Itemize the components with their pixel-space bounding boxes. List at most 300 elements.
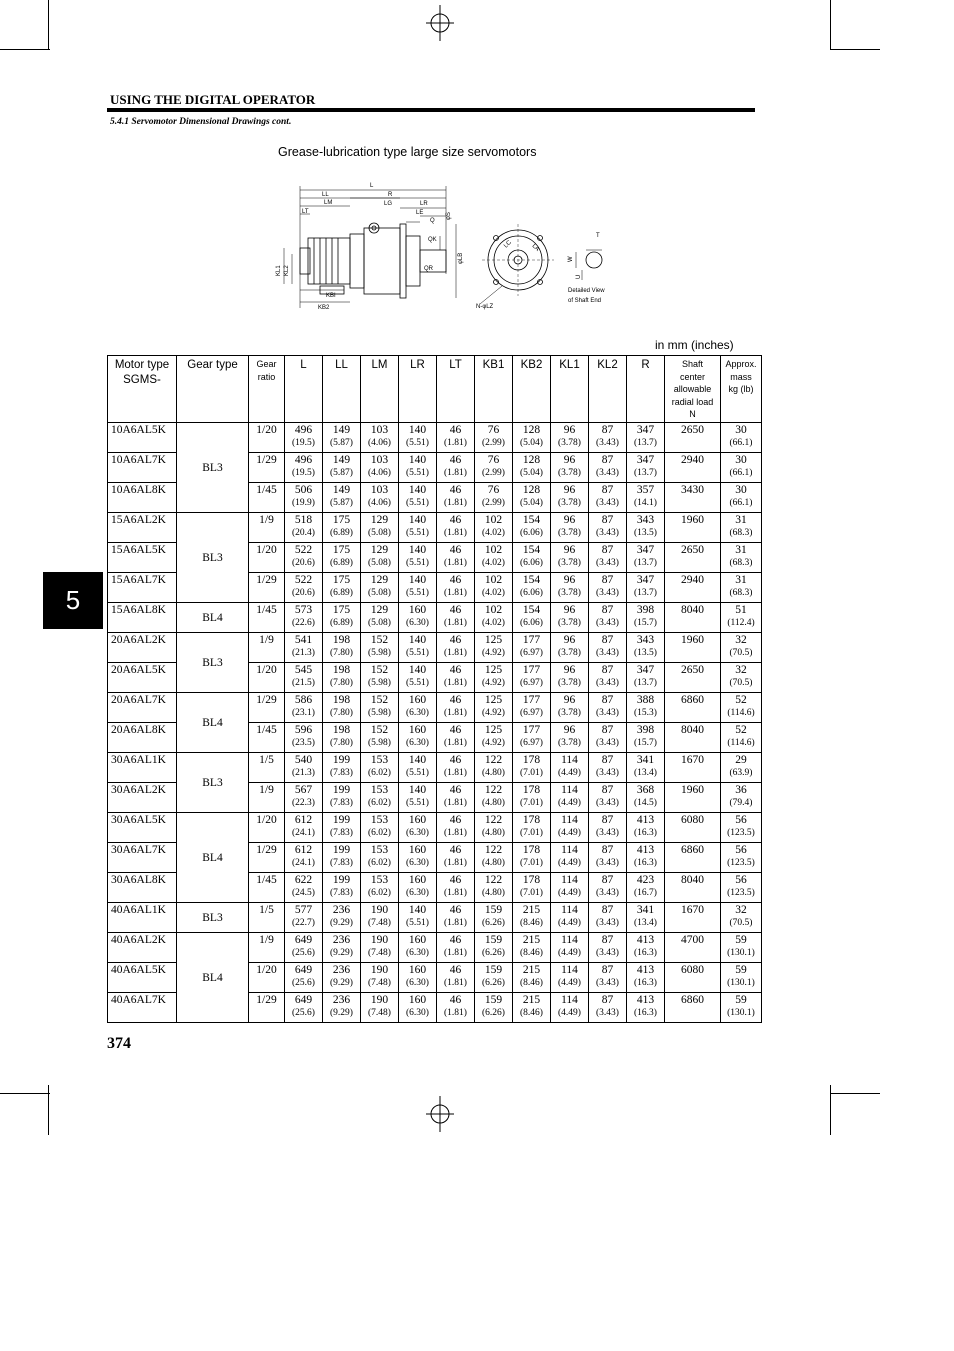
value-mm: 160 [408, 874, 427, 886]
cell-mass [721, 903, 762, 933]
value-inches: (5.98) [368, 648, 391, 658]
cell-lm [361, 543, 399, 573]
value-mm: 87 [601, 754, 614, 766]
value-kg: 32 [735, 904, 747, 916]
cell-lm [361, 843, 399, 873]
value-mm: 87 [601, 664, 614, 676]
value-inches: (8.46) [520, 948, 543, 958]
value-mm: 215 [522, 904, 541, 916]
value-mm: 46 [449, 934, 462, 946]
svg-text:N-φLZ: N-φLZ [476, 304, 494, 310]
value-mm: 159 [484, 964, 503, 976]
value-mm: 413 [636, 814, 655, 826]
value-inches: (20.6) [292, 558, 315, 568]
value-mm: 343 [636, 514, 655, 526]
value-mm: 622 [294, 874, 313, 886]
svg-text:QK: QK [428, 237, 437, 243]
value-kg: 29 [735, 754, 747, 766]
value-inches: (1.81) [444, 528, 467, 538]
value-mm: 190 [370, 994, 389, 1006]
cell-model: 30A6AL5K [108, 813, 177, 843]
cell-ll [323, 453, 361, 483]
value-inches: (4.80) [482, 768, 505, 778]
value-inches: (24.1) [292, 828, 315, 838]
value-inches: (15.7) [634, 618, 657, 628]
value-inches: (1.81) [444, 438, 467, 448]
cell-r [627, 423, 665, 453]
value-inches: (7.83) [330, 828, 353, 838]
value-inches: (16.3) [634, 1008, 657, 1018]
value-inches: (8.46) [520, 1008, 543, 1018]
value-inches: (1.81) [444, 738, 467, 748]
cell-radial-load: 8040 [665, 603, 721, 633]
cell-lm [361, 483, 399, 513]
value-inches: (6.97) [520, 678, 543, 688]
cell-kl1 [551, 483, 589, 513]
cell-model: 15A6AL2K [108, 513, 177, 543]
cell-kb2 [513, 723, 551, 753]
value-inches: (4.80) [482, 828, 505, 838]
value-mm: 87 [601, 604, 614, 616]
value-inches: (5.51) [406, 678, 429, 688]
cell-kl2 [589, 873, 627, 903]
cell-lm [361, 663, 399, 693]
value-mm: 545 [294, 664, 313, 676]
cell-kb2 [513, 693, 551, 723]
value-mm: 87 [601, 454, 614, 466]
value-mm: 114 [561, 844, 578, 856]
header-lr: LR [399, 356, 437, 423]
value-inches: (5.51) [406, 798, 429, 808]
value-kg: 56 [735, 814, 747, 826]
svg-text:T: T [596, 233, 600, 239]
value-inches: (7.48) [368, 918, 391, 928]
value-kg: 56 [735, 844, 747, 856]
value-mm: 236 [332, 994, 351, 1006]
cell-lm [361, 693, 399, 723]
cell-gear-type: BL3 [177, 513, 249, 603]
value-mm: 423 [636, 874, 655, 886]
value-mm: 122 [484, 784, 503, 796]
cell-radial-load: 1670 [665, 903, 721, 933]
value-inches: (9.29) [330, 1008, 353, 1018]
cell-model: 40A6AL7K [108, 993, 177, 1023]
cell-lr [399, 423, 437, 453]
value-mm: 140 [408, 574, 427, 586]
value-mm: 140 [408, 754, 427, 766]
cell-kb1 [475, 483, 513, 513]
value-mm: 149 [332, 424, 351, 436]
dimensions-table [107, 355, 762, 1023]
table-row [108, 633, 762, 663]
cell-mass [721, 603, 762, 633]
cell-lt [437, 603, 475, 633]
cell-mass [721, 873, 762, 903]
value-mm: 87 [601, 784, 614, 796]
cell-model: 15A6AL5K [108, 543, 177, 573]
value-kg: 31 [735, 544, 747, 556]
value-inches: (1.81) [444, 768, 467, 778]
header-l: L [285, 356, 323, 423]
cell-lr [399, 813, 437, 843]
cell-r [627, 903, 665, 933]
cell-kb1 [475, 693, 513, 723]
cell-lm [361, 993, 399, 1023]
value-inches: (22.7) [292, 918, 315, 928]
value-mm: 153 [370, 844, 389, 856]
cell-radial-load: 2650 [665, 423, 721, 453]
value-mm: 103 [370, 454, 389, 466]
cell-kl2 [589, 843, 627, 873]
svg-text:LA: LA [530, 243, 541, 253]
cell-l [285, 513, 323, 543]
value-inches: (3.78) [558, 618, 581, 628]
cell-model: 10A6AL7K [108, 453, 177, 483]
value-inches: (13.4) [634, 768, 657, 778]
cell-l [285, 753, 323, 783]
value-inches: (6.26) [482, 978, 505, 988]
cell-kb1 [475, 993, 513, 1023]
cell-gear-ratio: 1/29 [249, 573, 285, 603]
cell-r [627, 993, 665, 1023]
cell-gear-ratio: 1/45 [249, 723, 285, 753]
value-inches: (5.87) [330, 438, 353, 448]
svg-text:LE: LE [416, 210, 424, 216]
registration-mark-top [422, 5, 458, 41]
cell-lr [399, 513, 437, 543]
value-inches: (9.29) [330, 918, 353, 928]
cell-mass [721, 513, 762, 543]
cell-kb1 [475, 783, 513, 813]
cell-mass [721, 753, 762, 783]
cell-radial-load: 6080 [665, 963, 721, 993]
svg-text:KL2: KL2 [284, 265, 290, 276]
value-inches: (13.7) [634, 558, 657, 568]
value-mm: 140 [408, 904, 427, 916]
cell-gear-ratio: 1/45 [249, 483, 285, 513]
cell-lr [399, 873, 437, 903]
value-mm: 46 [449, 544, 462, 556]
cell-lt [437, 903, 475, 933]
value-inches: (4.02) [482, 528, 505, 538]
value-mm: 46 [449, 634, 462, 646]
value-mm: 496 [294, 454, 313, 466]
value-inches: (1.81) [444, 1008, 467, 1018]
cell-kl1 [551, 453, 589, 483]
svg-text:KBI: KBI [326, 293, 336, 299]
value-kg: 51 [735, 604, 747, 616]
cell-kb2 [513, 993, 551, 1023]
value-mm: 114 [561, 754, 578, 766]
cell-ll [323, 753, 361, 783]
svg-text:QR: QR [424, 266, 433, 272]
value-lb: (68.3) [729, 558, 753, 568]
cell-lt [437, 513, 475, 543]
value-mm: 154 [522, 604, 541, 616]
cell-lr [399, 753, 437, 783]
header-radial-load: Shaft center allowable radial load N [665, 356, 721, 423]
cell-lm [361, 573, 399, 603]
value-inches: (7.01) [520, 798, 543, 808]
value-mm: 46 [449, 904, 462, 916]
value-inches: (4.49) [558, 978, 581, 988]
cell-kl1 [551, 783, 589, 813]
cell-l [285, 993, 323, 1023]
value-inches: (7.01) [520, 888, 543, 898]
value-mm: 518 [294, 514, 313, 526]
value-inches: (5.04) [520, 438, 543, 448]
value-inches: (1.81) [444, 918, 467, 928]
value-inches: (7.83) [330, 888, 353, 898]
value-mm: 198 [332, 634, 351, 646]
value-inches: (4.92) [482, 708, 505, 718]
value-inches: (15.3) [634, 708, 657, 718]
value-mm: 87 [601, 424, 614, 436]
value-mm: 154 [522, 544, 541, 556]
value-mm: 140 [408, 514, 427, 526]
cell-ll [323, 543, 361, 573]
value-mm: 175 [332, 574, 351, 586]
value-inches: (4.92) [482, 648, 505, 658]
section-subtitle: 5.4.1 Servomotor Dimensional Drawings cont. [110, 117, 292, 127]
value-inches: (6.30) [406, 828, 429, 838]
value-inches: (3.43) [596, 918, 619, 928]
cell-l [285, 903, 323, 933]
value-mm: 357 [636, 484, 655, 496]
cell-r [627, 543, 665, 573]
cell-gear-type: BL3 [177, 903, 249, 933]
cell-model: 30A6AL1K [108, 753, 177, 783]
value-inches: (5.51) [406, 438, 429, 448]
value-lb: (68.3) [729, 588, 753, 598]
value-mm: 140 [408, 424, 427, 436]
cell-lm [361, 873, 399, 903]
value-inches: (3.78) [558, 468, 581, 478]
cell-ll [323, 693, 361, 723]
cell-r [627, 843, 665, 873]
value-inches: (3.43) [596, 828, 619, 838]
table-row [108, 903, 762, 933]
value-inches: (7.80) [330, 708, 353, 718]
value-mm: 596 [294, 724, 313, 736]
cell-kb2 [513, 483, 551, 513]
value-inches: (16.3) [634, 858, 657, 868]
value-inches: (15.7) [634, 738, 657, 748]
cell-kl2 [589, 903, 627, 933]
cell-kl1 [551, 873, 589, 903]
cell-l [285, 693, 323, 723]
cell-gear-type: BL3 [177, 423, 249, 513]
value-mm: 46 [449, 724, 462, 736]
value-inches: (1.81) [444, 588, 467, 598]
cell-kl2 [589, 693, 627, 723]
cell-r [627, 573, 665, 603]
value-inches: (24.1) [292, 858, 315, 868]
cell-kl1 [551, 723, 589, 753]
value-inches: (1.81) [444, 828, 467, 838]
value-mm: 215 [522, 964, 541, 976]
value-inches: (7.80) [330, 678, 353, 688]
value-inches: (6.89) [330, 588, 353, 598]
cell-lr [399, 993, 437, 1023]
value-inches: (22.6) [292, 618, 315, 628]
cell-kb1 [475, 663, 513, 693]
cell-kl1 [551, 933, 589, 963]
cell-lt [437, 843, 475, 873]
value-mm: 87 [601, 634, 614, 646]
value-inches: (25.6) [292, 978, 315, 988]
crop-mark [830, 0, 831, 50]
value-mm: 140 [408, 664, 427, 676]
value-mm: 46 [449, 874, 462, 886]
value-lb: (79.4) [729, 798, 753, 808]
value-mm: 46 [449, 754, 462, 766]
value-mm: 87 [601, 994, 614, 1006]
cell-kl2 [589, 633, 627, 663]
cell-kb1 [475, 633, 513, 663]
cell-kl2 [589, 603, 627, 633]
header-lm: LM [361, 356, 399, 423]
value-kg: 31 [735, 514, 747, 526]
value-inches: (4.06) [368, 438, 391, 448]
value-inches: (6.26) [482, 948, 505, 958]
cell-ll [323, 993, 361, 1023]
value-mm: 87 [601, 844, 614, 856]
value-lb: (130.1) [727, 948, 755, 958]
value-mm: 125 [484, 634, 503, 646]
cell-r [627, 603, 665, 633]
cell-kb1 [475, 963, 513, 993]
value-mm: 125 [484, 724, 503, 736]
value-mm: 178 [522, 844, 541, 856]
cell-lt [437, 573, 475, 603]
header-motor-type: Motor type SGMS- [108, 356, 177, 423]
value-mm: 199 [332, 844, 351, 856]
value-inches: (3.43) [596, 558, 619, 568]
value-mm: 87 [601, 694, 614, 706]
cell-radial-load: 4700 [665, 933, 721, 963]
cell-model: 10A6AL5K [108, 423, 177, 453]
cell-mass [721, 573, 762, 603]
cell-l [285, 813, 323, 843]
value-kg: 30 [735, 454, 747, 466]
value-mm: 76 [487, 454, 500, 466]
value-mm: 96 [563, 424, 576, 436]
cell-kb2 [513, 633, 551, 663]
cell-ll [323, 933, 361, 963]
value-mm: 190 [370, 904, 389, 916]
value-inches: (3.78) [558, 558, 581, 568]
value-mm: 160 [408, 694, 427, 706]
svg-text:LC: LC [503, 239, 513, 250]
value-inches: (3.43) [596, 708, 619, 718]
value-inches: (7.48) [368, 978, 391, 988]
cell-lr [399, 843, 437, 873]
cell-gear-type: BL4 [177, 933, 249, 1023]
value-mm: 140 [408, 634, 427, 646]
cell-mass [721, 933, 762, 963]
value-inches: (6.30) [406, 738, 429, 748]
cell-kl1 [551, 663, 589, 693]
cell-lr [399, 453, 437, 483]
value-mm: 343 [636, 634, 655, 646]
value-inches: (6.02) [368, 798, 391, 808]
cell-l [285, 723, 323, 753]
value-inches: (13.7) [634, 438, 657, 448]
value-inches: (1.81) [444, 798, 467, 808]
value-mm: 87 [601, 874, 614, 886]
value-mm: 159 [484, 934, 503, 946]
value-mm: 87 [601, 814, 614, 826]
value-mm: 114 [561, 934, 578, 946]
value-kg: 59 [735, 934, 747, 946]
table-row [108, 693, 762, 723]
cell-lt [437, 753, 475, 783]
header-gear-type: Gear type [177, 356, 249, 423]
value-mm: 506 [294, 484, 313, 496]
cell-gear-type: BL3 [177, 753, 249, 813]
value-inches: (21.3) [292, 768, 315, 778]
value-inches: (14.5) [634, 798, 657, 808]
header-kb2: KB2 [513, 356, 551, 423]
svg-text:KB2: KB2 [318, 305, 330, 311]
value-inches: (13.5) [634, 528, 657, 538]
value-mm: 177 [522, 634, 541, 646]
cell-lr [399, 963, 437, 993]
value-kg: 36 [735, 784, 747, 796]
value-inches: (1.81) [444, 498, 467, 508]
value-mm: 198 [332, 724, 351, 736]
cell-l [285, 963, 323, 993]
value-kg: 31 [735, 574, 747, 586]
value-mm: 152 [370, 724, 389, 736]
cell-kb2 [513, 753, 551, 783]
value-inches: (3.43) [596, 888, 619, 898]
value-mm: 87 [601, 574, 614, 586]
value-kg: 56 [735, 874, 747, 886]
value-inches: (3.78) [558, 528, 581, 538]
value-inches: (3.43) [596, 468, 619, 478]
value-kg: 30 [735, 484, 747, 496]
cell-kl2 [589, 753, 627, 783]
value-inches: (1.81) [444, 618, 467, 628]
cell-model: 30A6AL8K [108, 873, 177, 903]
value-inches: (19.9) [292, 498, 315, 508]
cell-lr [399, 603, 437, 633]
value-inches: (7.80) [330, 738, 353, 748]
header-mass: Approx. mass kg (lb) [721, 356, 762, 423]
cell-lm [361, 783, 399, 813]
value-inches: (5.87) [330, 498, 353, 508]
cell-kl1 [551, 573, 589, 603]
cell-kl2 [589, 483, 627, 513]
cell-radial-load: 2650 [665, 543, 721, 573]
value-mm: 46 [449, 814, 462, 826]
cell-gear-type: BL4 [177, 603, 249, 633]
cell-kb2 [513, 843, 551, 873]
value-mm: 649 [294, 934, 313, 946]
value-mm: 96 [563, 574, 576, 586]
cell-kb2 [513, 663, 551, 693]
value-inches: (23.1) [292, 708, 315, 718]
value-mm: 46 [449, 484, 462, 496]
value-inches: (5.51) [406, 468, 429, 478]
value-kg: 30 [735, 424, 747, 436]
cell-gear-ratio: 1/29 [249, 693, 285, 723]
value-mm: 87 [601, 964, 614, 976]
cell-ll [323, 813, 361, 843]
value-mm: 612 [294, 844, 313, 856]
